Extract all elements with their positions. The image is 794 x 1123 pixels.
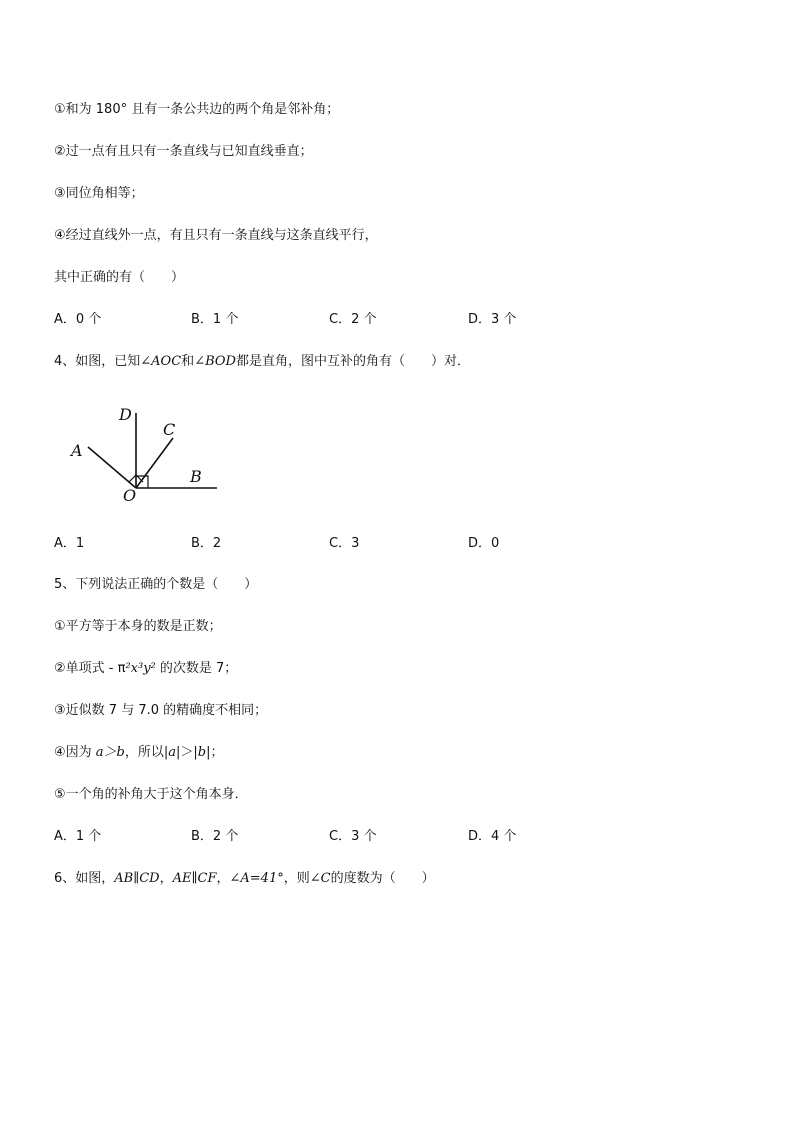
q6-stem-mid: ，则 xyxy=(283,871,310,886)
q3-option-a: A．0 个 xyxy=(54,312,102,327)
q5-options xyxy=(54,828,614,846)
label-d: D xyxy=(119,405,132,424)
q4-option-d: D．0 xyxy=(468,536,500,551)
q6-parallel-1: AB∥CD xyxy=(114,871,160,886)
q5-s4-mid: ，所以| xyxy=(124,745,169,760)
q5-statement-2 xyxy=(54,660,237,678)
q6-sep-1: ， xyxy=(159,871,173,886)
q6-parallel-2: AE∥CF xyxy=(172,871,217,886)
q4-option-b: B．2 xyxy=(191,536,222,551)
q5-s2-monomial: ²x³y² xyxy=(125,661,156,676)
q5-s4-pre: ④因为 xyxy=(54,745,96,760)
label-o: O xyxy=(123,486,137,505)
q3-statement-4: ④经过直线外一点，有且只有一条直线与这条直线平行， xyxy=(54,228,378,243)
q3-options xyxy=(54,311,614,329)
q3-prompt: 其中正确的有（ ） xyxy=(54,270,185,285)
q3-statement-2: ②过一点有且只有一条直线与已知直线垂直； xyxy=(54,144,313,159)
q5-s4-a: a xyxy=(168,745,177,760)
q3-statement-3: ③同位角相等； xyxy=(54,186,144,201)
q4-stem-mid: 和 xyxy=(181,354,195,369)
label-b: B xyxy=(190,467,202,486)
q6-stem-pre: 6、如图， xyxy=(54,871,115,886)
q5-s4-inequality: a＞b xyxy=(95,745,125,760)
q5-s2-post: 的次数是 7； xyxy=(155,661,238,676)
q5-s4-post: |； xyxy=(206,745,224,760)
q5-statement-1: ①平方等于本身的数是正数； xyxy=(54,619,222,634)
q4-stem xyxy=(54,353,470,371)
q6-stem-post: 的度数为（ ） xyxy=(330,871,435,886)
q4-option-a: A．1 xyxy=(54,536,85,551)
q5-statement-4 xyxy=(54,744,224,762)
q5-statement-3: ③近似数 7 与 7.0 的精确度不相同； xyxy=(54,703,268,718)
q5-s4-b: b xyxy=(197,745,207,760)
label-a: A xyxy=(71,441,83,460)
q4-stem-post: 都是直角，图中互补的角有（ ）对． xyxy=(235,354,470,369)
q6-angle-a: ∠A=41° xyxy=(229,871,284,886)
q5-option-a: A．1 个 xyxy=(54,829,102,844)
q6-sep-2: ， xyxy=(216,871,230,886)
q3-option-d: D．3 个 xyxy=(468,312,517,327)
ray-oa xyxy=(88,447,136,488)
q6-stem xyxy=(54,870,435,888)
q5-stem: 5、下列说法正确的个数是（ ） xyxy=(54,577,258,592)
q5-option-c: C．3 个 xyxy=(329,829,377,844)
q5-statement-5: ⑤一个角的补角大于这个角本身． xyxy=(54,787,248,802)
q4-angle-aoc: ∠AOC xyxy=(140,354,182,369)
q4-angle-bod: ∠BOD xyxy=(194,354,236,369)
q5-option-b: B．2 个 xyxy=(191,829,239,844)
q3-option-c: C．2 个 xyxy=(329,312,377,327)
label-c: C xyxy=(163,420,176,439)
q5-option-d: D．4 个 xyxy=(468,829,517,844)
q4-figure xyxy=(60,398,230,508)
q4-options xyxy=(54,535,614,553)
q4-stem-pre: 4、如图，已知 xyxy=(54,354,141,369)
q3-option-b: B．1 个 xyxy=(191,312,239,327)
q4-option-c: C．3 xyxy=(329,536,360,551)
q5-s4-mid2: |＞| xyxy=(176,745,198,760)
q6-angle-c: ∠C xyxy=(309,871,331,886)
q3-statement-1: ①和为 180° 且有一条公共边的两个角是邻补角； xyxy=(54,102,340,117)
q5-s2-pre: ②单项式 - π xyxy=(54,661,126,676)
